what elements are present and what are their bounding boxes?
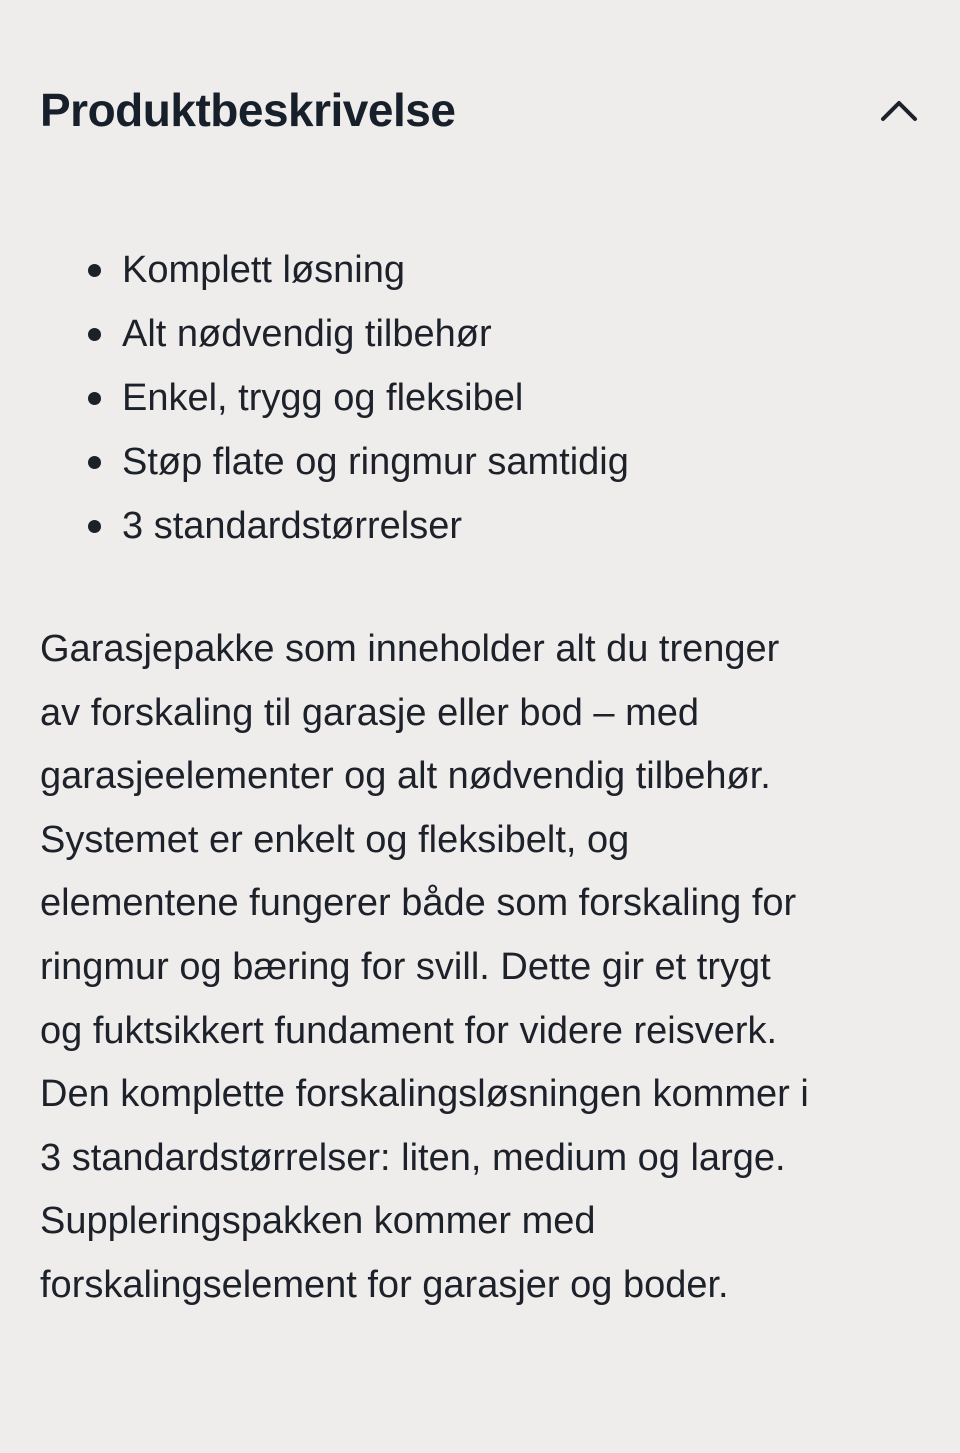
description-paragraph: [40, 618, 920, 1318]
bullet-icon: [88, 456, 101, 469]
feature-text: Komplett løsning: [122, 249, 406, 291]
feature-text: Alt nødvendig tilbehør: [122, 313, 492, 355]
description-line: av forskaling til garasje eller bod – med: [40, 691, 700, 734]
feature-text: Enkel, trygg og fleksibel: [122, 377, 524, 419]
feature-item: [80, 430, 900, 494]
description-line: garasjeelementer og alt nødvendig tilbehør.: [40, 755, 771, 798]
description-line: Den komplette forskalingsløsningen kommer i: [40, 1073, 809, 1116]
feature-text: Støp flate og ringmur samtidig: [122, 441, 629, 483]
bullet-icon: [88, 328, 101, 341]
description-line: forskalingselement for garasjer og boder.: [40, 1263, 729, 1306]
description-line: 3 standardstørrelser: liten, medium og large.: [40, 1136, 786, 1179]
chevron-up-icon[interactable]: [878, 90, 920, 132]
feature-item: [80, 238, 900, 302]
feature-list: [80, 238, 900, 558]
feature-item: [80, 302, 900, 366]
feature-text: 3 standardstørrelser: [122, 505, 463, 547]
description-line: Garasjepakke som inneholder alt du trenger: [40, 628, 780, 670]
description-line: Systemet er enkelt og fleksibelt, og: [40, 818, 630, 861]
description-line: Suppleringspakken kommer med: [40, 1200, 596, 1243]
description-line: elementene fungerer både som forskaling for: [40, 882, 797, 925]
bullet-icon: [88, 392, 101, 405]
bullet-icon: [88, 520, 101, 533]
description-line: ringmur og bæring for svill. Dette gir et trygt: [40, 945, 771, 988]
description-line: og fuktsikkert fundament for videre reisverk.: [40, 1009, 778, 1052]
section-title: Produktbeskrivelse: [40, 84, 456, 136]
feature-item: [80, 494, 900, 558]
accordion-header[interactable]: [40, 74, 920, 146]
bullet-icon: [88, 264, 101, 277]
feature-item: [80, 366, 900, 430]
